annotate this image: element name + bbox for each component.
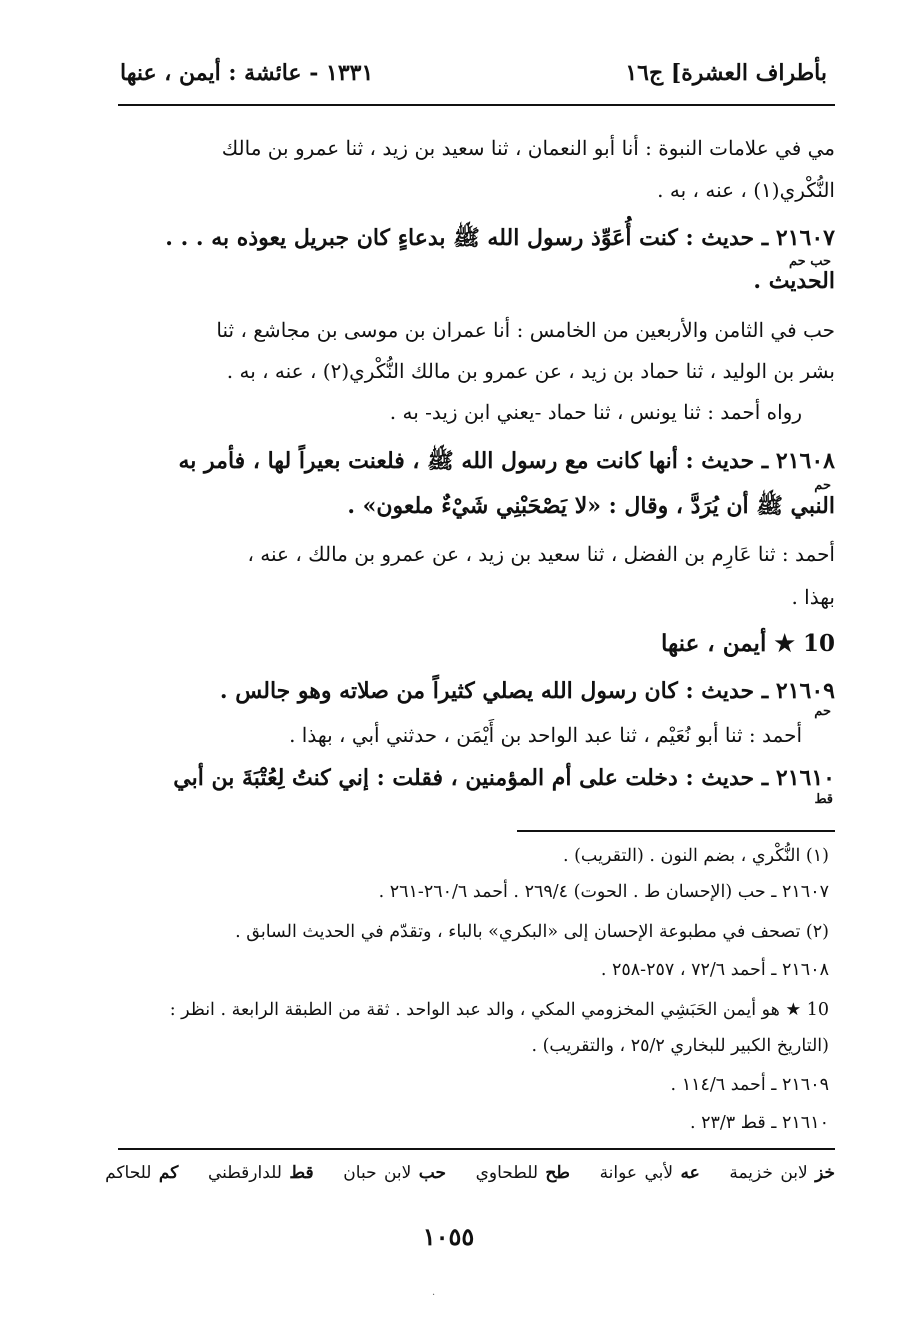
footnote: (١) النُّكْري ، بضم النون . (التقريب) . bbox=[562, 846, 829, 866]
legend-item: خز لابن خزيمة bbox=[729, 1163, 835, 1183]
legend-item: حب لابن حبان bbox=[343, 1163, 446, 1183]
hadith-heading: ٢١٦٠٧ ـ حديث : كنت أُعَوِّذ رسول الله ﷺ بدعاءٍ كان جبريل يعوذه به . . . bbox=[165, 225, 835, 251]
legend-item: قط للدارقطني bbox=[207, 1163, 314, 1183]
text-line: رواه أحمد : ثنا يونس ، ثنا حماد -يعني ابن زيد- به . bbox=[389, 400, 802, 424]
source-code: حم bbox=[814, 704, 831, 719]
legend-item: عه لأبي عوانة bbox=[599, 1163, 700, 1183]
source-code: حب حم bbox=[788, 254, 831, 269]
text-line: حب في الثامن والأربعين من الخامس : أنا عمران بن موسى بن مجاشع ، ثنا bbox=[216, 318, 835, 342]
page-number: ١٠٥٥ bbox=[422, 1222, 475, 1251]
text-line: النُّكْري(١) ، عنه ، به . bbox=[657, 178, 835, 202]
footnote: 10 ★ هو أيمن الحَبَشِي المخزومي المكي ، والد عبد الواحد . ثقة من الطبقة الرابعة . انظر : bbox=[169, 1000, 829, 1020]
source-code: قط bbox=[814, 792, 833, 807]
legend-rule bbox=[118, 1148, 835, 1150]
source-code: حم bbox=[814, 478, 831, 493]
header-rule bbox=[118, 104, 835, 106]
text-line: بهذا . bbox=[791, 585, 835, 609]
scan-speck: · bbox=[432, 1290, 436, 1301]
text-line: مي في علامات النبوة : أنا أبو النعمان ، ثنا سعيد بن زيد ، ثنا عمرو بن مالك bbox=[221, 136, 835, 160]
text-line: أحمد : ثنا أبو نُعَيْم ، ثنا عبد الواحد بن أَيْمَن ، حدثني أبي ، بهذا . bbox=[289, 723, 802, 747]
text-line: بشر بن الوليد ، ثنا حماد بن زيد ، عن عمرو بن مالك النُّكْري(٢) ، عنه ، به . bbox=[226, 359, 835, 383]
footnote-rule bbox=[517, 830, 835, 832]
legend-item: طح للطحاوي bbox=[475, 1163, 570, 1183]
abbreviation-legend bbox=[105, 1163, 835, 1183]
footnote: (التاريخ الكبير للبخاري ٢٥/٢ ، والتقريب) . bbox=[531, 1036, 829, 1056]
running-header-title: بأطراف العشرة] ج١٦ bbox=[625, 60, 827, 86]
running-header-section: ١٣٣١ - عائشة : أيمن ، عنها bbox=[120, 60, 374, 86]
hadith-heading: ٢١٦١٠ ـ حديث : دخلت على أم المؤمنين ، فقلت : إني كنتُ لِعُتْبَةَ بن أبي bbox=[173, 765, 835, 791]
footnote: (٢) تصحف في مطبوعة الإحسان إلى «البكري» بالباء ، وتقدّم في الحديث السابق . bbox=[235, 922, 829, 942]
footnote: ٢١٦٠٧ ـ حب (الإحسان ط . الحوت) ٢٦٩/٤ . أحمد ٢٦٠/٦-٢٦١ . bbox=[378, 882, 829, 902]
legend-item: كم للحاكم bbox=[105, 1163, 179, 1183]
footnote: ٢١٦٠٨ ـ أحمد ٧٢/٦ ، ٢٥٧-٢٥٨ . bbox=[600, 960, 829, 980]
text-line: أحمد : ثنا عَارِم بن الفضل ، ثنا سعيد بن زيد ، عن عمرو بن مالك ، عنه ، bbox=[247, 542, 835, 566]
hadith-heading: ٢١٦٠٨ ـ حديث : أنها كانت مع رسول الله ﷺ ، فلعنت بعيراً لها ، فأمر به bbox=[178, 448, 835, 474]
hadith-heading-cont: الحديث . bbox=[753, 268, 835, 294]
footnote: ٢١٦١٠ ـ قط ٢٣/٣ . bbox=[689, 1113, 829, 1133]
hadith-heading: ٢١٦٠٩ ـ حديث : كان رسول الله يصلي كثيراً من صلاته وهو جالس . bbox=[219, 678, 835, 704]
footnote: ٢١٦٠٩ ـ أحمد ١١٤/٦ . bbox=[670, 1075, 829, 1095]
section-heading: 10 ★ أيمن ، عنها bbox=[661, 630, 835, 657]
hadith-heading-cont: النبي ﷺ أن يُرَدَّ ، وقال : «لا يَصْحَبْنِي شَيْءٌ ملعون» . bbox=[347, 493, 835, 519]
